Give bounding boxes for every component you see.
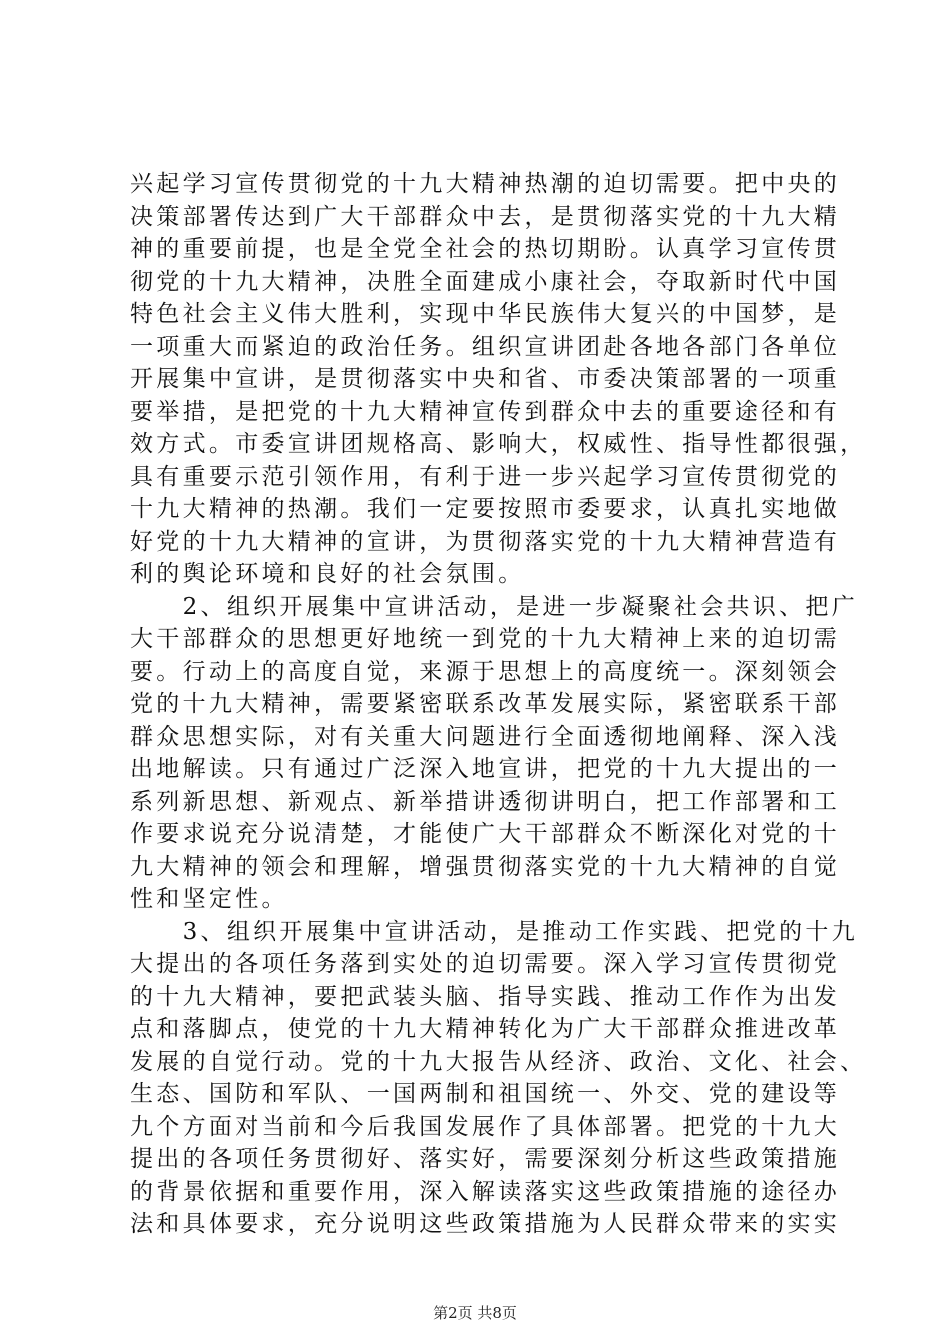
text-line: 法和具体要求，充分说明这些政策措施为人民群众带来的实实 (130, 1211, 841, 1237)
text-line: 具有重要示范引领作用，有利于进一步兴起学习宣传贯彻党的 (130, 463, 841, 490)
text-line: 点和落脚点，使党的十九大精神转化为广大干部群众推进改革 (130, 1016, 841, 1042)
text-line: 开展集中宣讲，是贯彻落实中央和省、市委决策部署的一项重 (130, 366, 841, 392)
paragraph-3-start: 3、组织开展集中宣讲活动，是推动工作实践、把党的十九 (130, 918, 859, 945)
paragraph-2-start: 2、组织开展集中宣讲活动，是进一步凝聚社会共识、把广 (130, 593, 859, 620)
text-line: 系列新思想、新观点、新举措讲透彻讲明白，把工作部署和工 (130, 788, 841, 815)
text-line: 性和坚定性。 (130, 886, 288, 912)
text-line: 要。行动上的高度自觉，来源于思想上的高度统一。深刻领会 (130, 658, 841, 685)
text-line: 要举措，是把党的十九大精神宣传到群众中去的重要途径和有 (130, 398, 841, 425)
text-line: 彻党的十九大精神，决胜全面建成小康社会，夺取新时代中国 (130, 268, 841, 295)
text-line: 效方式。市委宣讲团规格高、影响大，权威性、指导性都很强， (130, 431, 867, 457)
text-line: 出地解读。只有通过广泛深入地宣讲，把党的十九大提出的一 (130, 756, 841, 782)
text-line: 发展的自觉行动。党的十九大报告从经济、政治、文化、社会、 (130, 1048, 867, 1075)
text-line: 群众思想实际，对有关重大问题进行全面透彻地阐释、深入浅 (130, 723, 841, 750)
text-line: 九大精神的领会和理解，增强贯彻落实党的十九大精神的自觉 (130, 853, 841, 880)
text-line: 十九大精神的热潮。我们一定要按照市委要求，认真扎实地做 (130, 496, 841, 522)
text-line: 的十九大精神，要把武装头脑、指导实践、推动工作作为出发 (130, 983, 841, 1010)
text-line: 的背景依据和重要作用，深入解读落实这些政策措施的途径办 (130, 1178, 841, 1205)
text-line: 大干部群众的思想更好地统一到党的十九大精神上来的迫切需 (130, 626, 841, 652)
text-line: 好党的十九大精神的宣讲，为贯彻落实党的十九大精神营造有 (130, 528, 841, 555)
text-line: 大提出的各项任务落到实处的迫切需要。深入学习宣传贯彻党 (130, 951, 841, 977)
text-line: 利的舆论环境和良好的社会氛围。 (130, 561, 525, 587)
text-line: 生态、国防和军队、一国两制和祖国统一、外交、党的建设等 (130, 1081, 841, 1107)
text-line: 兴起学习宣传贯彻党的十九大精神热潮的迫切需要。把中央的 (130, 171, 841, 197)
text-line: 神的重要前提，也是全党全社会的热切期盼。认真学习宣传贯 (130, 236, 841, 262)
page-number-footer: 第2页 共8页 (433, 1304, 517, 1322)
text-line: 提出的各项任务贯彻好、落实好，需要深刻分析这些政策措施 (130, 1146, 841, 1172)
text-line: 特色社会主义伟大胜利，实现中华民族伟大复兴的中国梦，是 (130, 301, 841, 327)
body-text (130, 168, 867, 1241)
text-line: 党的十九大精神，需要紧密联系改革发展实际，紧密联系干部 (130, 691, 841, 717)
text-line: 一项重大而紧迫的政治任务。组织宣讲团赴各地各部门各单位 (130, 333, 841, 360)
text-line: 决策部署传达到广大干部群众中去，是贯彻落实党的十九大精 (130, 203, 841, 230)
text-line: 九个方面对当前和今后我国发展作了具体部署。把党的十九大 (130, 1113, 841, 1140)
text-line: 作要求说充分说清楚，才能使广大干部群众不断深化对党的十 (130, 821, 841, 847)
